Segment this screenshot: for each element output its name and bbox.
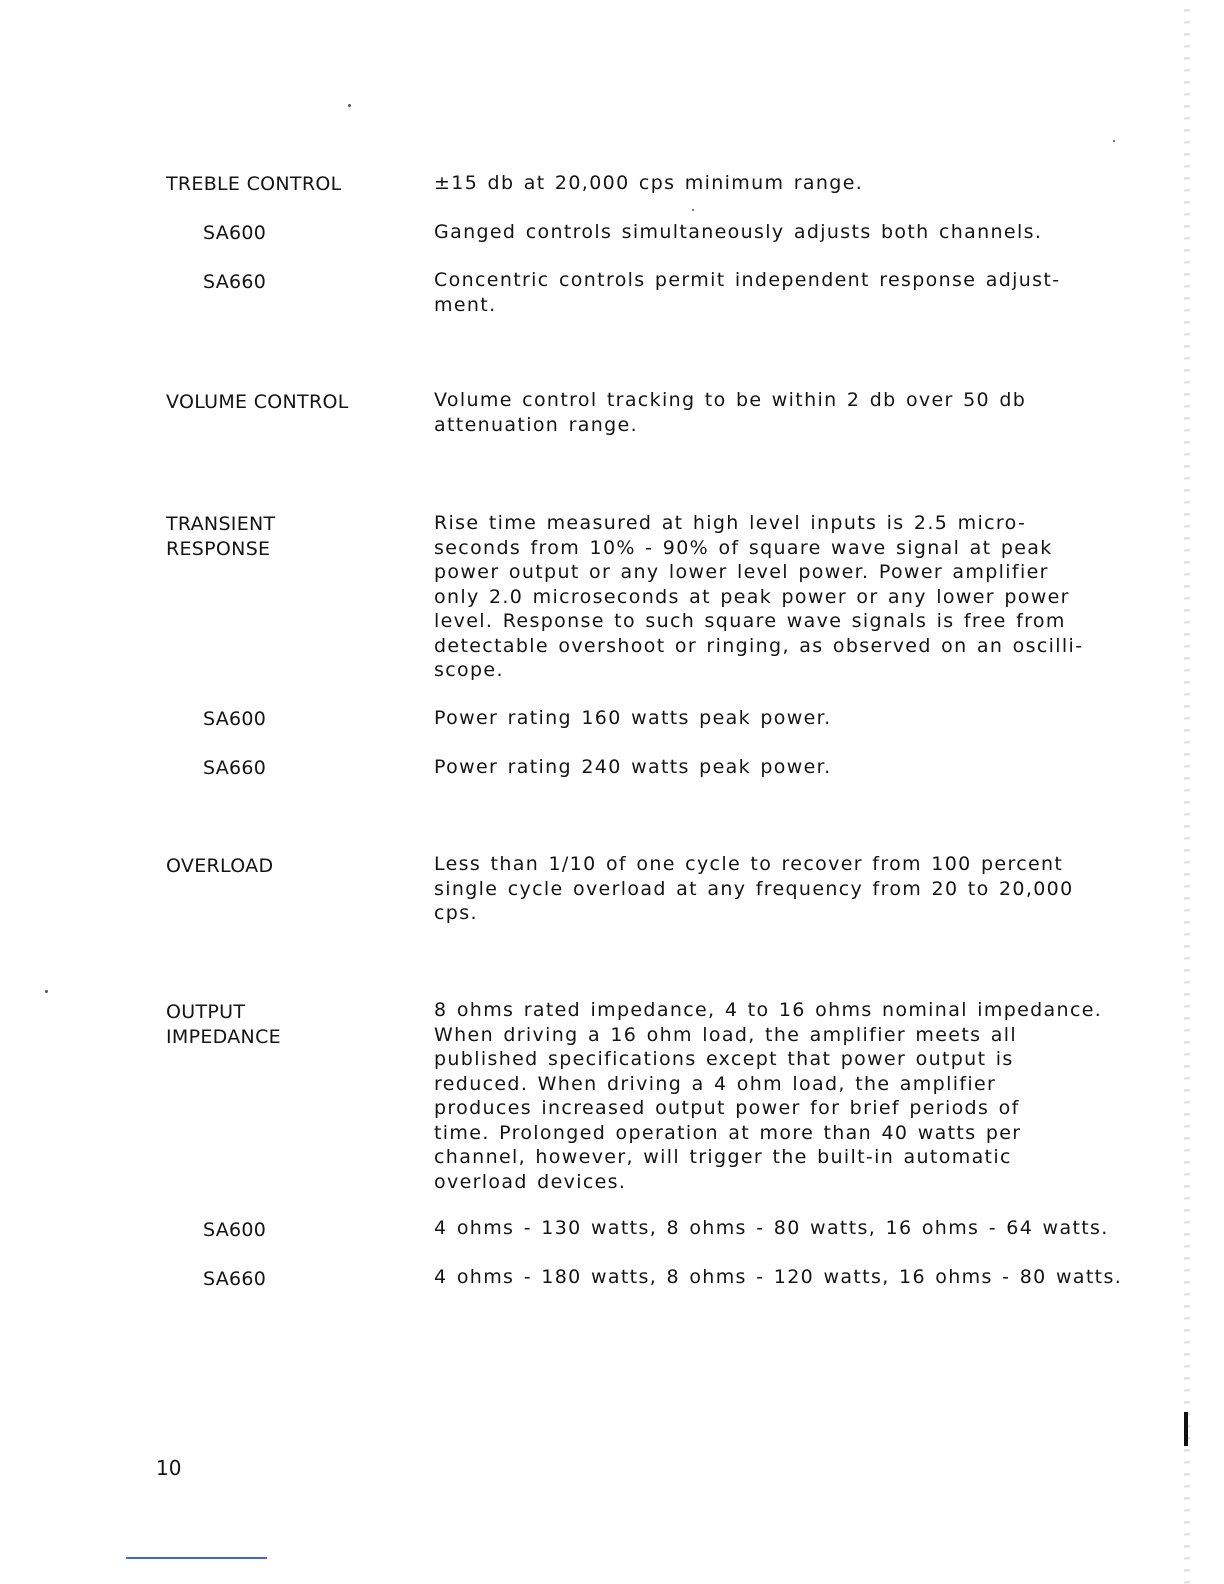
model-label-sa600: SA600 — [203, 708, 267, 730]
scan-edge-mark — [1184, 1412, 1188, 1446]
spec-label-overload: OVERLOAD — [166, 855, 274, 877]
scan-speck — [45, 990, 48, 993]
model-desc-transient-sa600: Power rating 160 watts peak power. — [434, 707, 832, 729]
page-number: 10 — [156, 1456, 182, 1480]
scan-speck — [348, 104, 351, 107]
scan-speck — [692, 209, 694, 211]
spec-label-transient-response: TRANSIENT RESPONSE — [166, 513, 276, 560]
scan-edge-noise — [1184, 0, 1190, 1584]
model-desc-transient-sa660: Power rating 240 watts peak power. — [434, 756, 832, 778]
model-desc-impedance-sa660: 4 ohms - 180 watts, 8 ohms - 120 watts, 16 ohms - 80 watts. — [434, 1266, 1123, 1288]
model-label-sa600: SA600 — [203, 222, 267, 244]
spec-desc-transient-response: Rise time measured at high level inputs is 2.5 micro- seconds from 10% - 90% of square wave signal at peak power output or any lower level power. Power amplifier only 2.0 microseconds at peak power or any lower power level. Response to such square wave signals is free from detectable overshoot or ringing, as observed on an oscilli- scope. — [434, 512, 1084, 681]
model-label-sa660: SA660 — [203, 757, 267, 779]
model-label-sa660: SA660 — [203, 271, 267, 293]
model-desc-treble-sa660: Concentric controls permit independent response adjust- ment. — [434, 269, 1061, 316]
scan-speck — [1113, 140, 1115, 142]
spec-label-volume-control: VOLUME CONTROL — [166, 391, 349, 413]
model-desc-treble-sa600: Ganged controls simultaneously adjusts both channels. — [434, 221, 1043, 243]
spec-desc-overload: Less than 1/10 of one cycle to recover from 100 percent single cycle overload at any frequency from 20 to 20,000 cps. — [434, 853, 1074, 924]
bottom-rule — [126, 1557, 267, 1559]
spec-label-treble-control: TREBLE CONTROL — [166, 173, 342, 195]
spec-desc-output-impedance: 8 ohms rated impedance, 4 to 16 ohms nominal impedance. When driving a 16 ohm load, the amplifier meets all published specifications except that power output is reduced. When driving a 4 ohm load, the amplifier produces increased output power for brief periods of time. Prolonged operation at more than 40 watts per channel, however, will trigger the built-in automatic overload devices. — [434, 999, 1103, 1193]
model-desc-impedance-sa600: 4 ohms - 130 watts, 8 ohms - 80 watts, 16 ohms - 64 watts. — [434, 1217, 1109, 1239]
spec-desc-treble-control: ±15 db at 20,000 cps minimum range. — [434, 172, 864, 194]
spec-desc-volume-control: Volume control tracking to be within 2 db over 50 db attenuation range. — [434, 389, 1027, 436]
model-label-sa660: SA660 — [203, 1268, 267, 1290]
spec-label-output-impedance: OUTPUT IMPEDANCE — [166, 1001, 281, 1048]
model-label-sa600: SA600 — [203, 1219, 267, 1241]
